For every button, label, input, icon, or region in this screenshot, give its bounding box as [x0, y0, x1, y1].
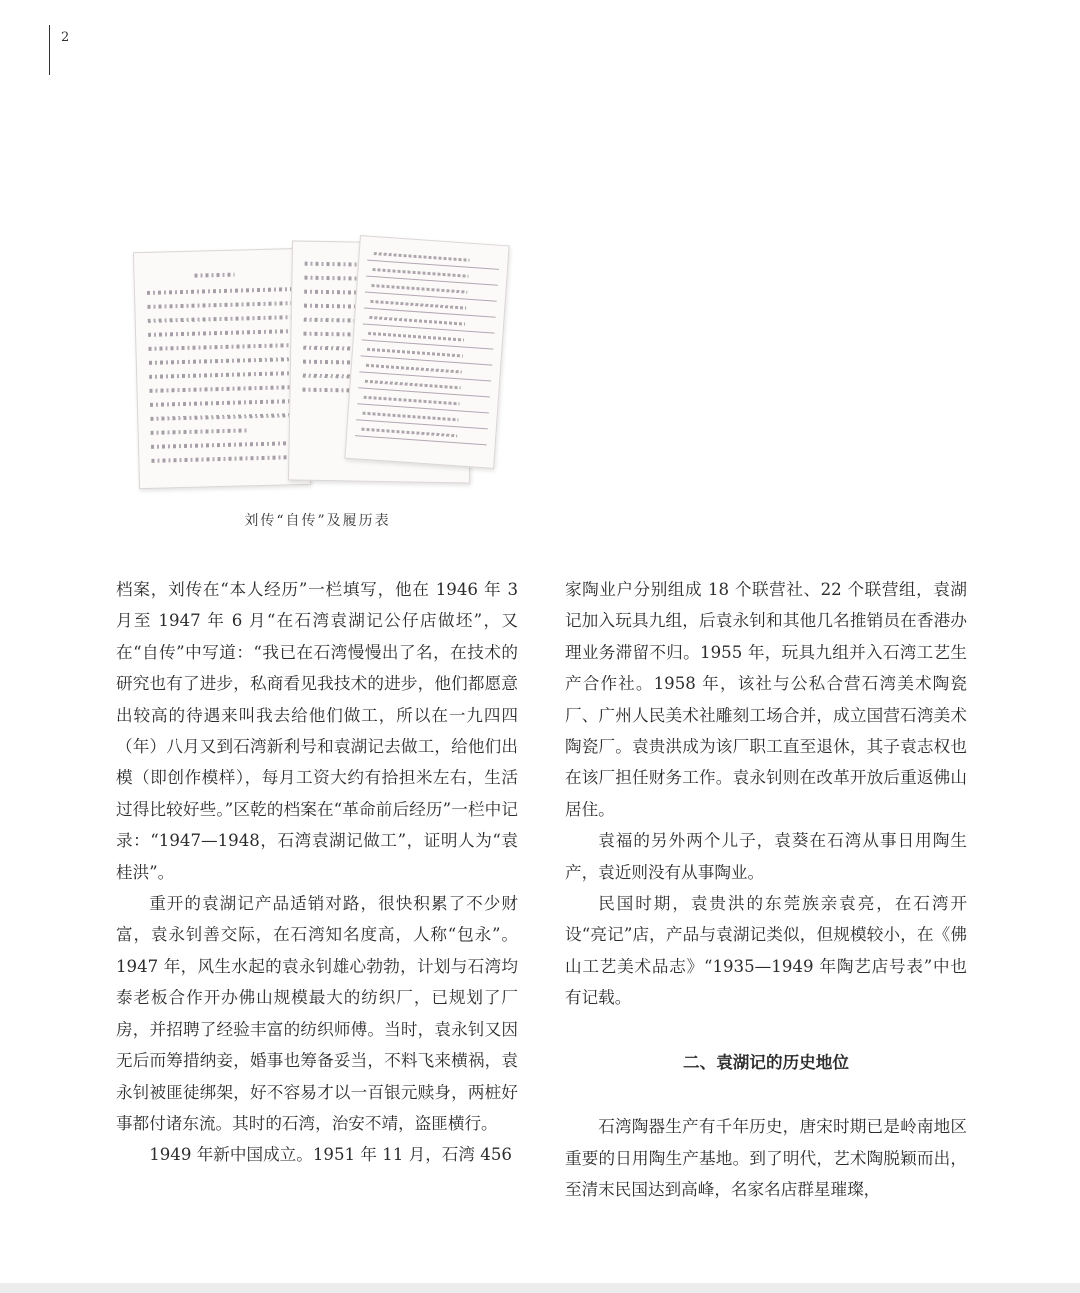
section-heading: 二、袁湖记的历史地位: [683, 1052, 849, 1072]
right-text-column: [565, 574, 967, 1205]
document-photo: [130, 232, 505, 497]
paragraph: 家陶业户分别组成 18 个联营社、22 个联营组，袁湖记加入玩具九组，后袁永钊和其他几名推销员在香港办理业务滞留不归。1955 年，玩具九组并入石湾工艺生产合作社。1958 年，该社与公私合营石湾美术陶瓷厂、广州人民美术社雕刻工场合并，成立国营石湾美术陶瓷厂。袁贵洪成为该厂职工直至退休，其子袁志权也在该厂担任财务工作。袁永钊则在改革开放后重返佛山居住。: [565, 580, 967, 819]
page-margin-rule: [49, 25, 50, 75]
page-number: 2: [61, 30, 70, 45]
paragraph: 档案，刘传在“本人经历”一栏填写，他在 1946 年 3 月至 1947 年 6 月“在石湾袁湖记公仔店做坯”，又在“自传”中写道：“我已在石湾慢慢出了名，在技术的研究也有了进步，私商看见我技术的进步，他们都愿意出较高的待遇来叫我去给他们做工，所以在一九四四（年）八月又到石湾新利号和袁湖记去做工，给他们出模（即创作模样），每月工资大约有拾担米左右，生活过得比较好些。”区乾的档案在“革命前后经历”一栏中记录：“1947—1948，石湾袁湖记做工”，证明人为“袁桂洪”。: [116, 580, 518, 882]
paragraph: 重开的袁湖记产品适销对路，很快积累了不少财富，袁永钊善交际，在石湾知名度高，人称“包永”。1947 年，风生水起的袁永钊雄心勃勃，计划与石湾均泰老板合作开办佛山规模最大的纺织厂，已规划了厂房，并招聘了经验丰富的纺织师傅。当时，袁永钊又因无后而筹措纳妾，婚事也筹备妥当，不料飞来横祸，袁永钊被匪徒绑架，好不容易才以一百银元赎身，两桩好事都付诸东流。其时的石湾，治安不靖，盗匪横行。: [116, 894, 518, 1133]
paragraph: 1949 年新中国成立。1951 年 11 月，石湾 456: [149, 1145, 512, 1165]
resume-form-sheet: [344, 235, 509, 469]
paragraph: 民国时期，袁贵洪的东莞族亲袁亮，在石湾开设“亮记”店，产品与袁湖记类似，但规模较小，在《佛山工艺美术品志》“1935—1949 年陶艺店号表”中也有记载。: [565, 894, 967, 1008]
figure-caption: 刘传“自传”及履历表: [244, 513, 391, 529]
left-text-column: [116, 574, 518, 1171]
autobiography-sheet-1: [133, 248, 311, 489]
paragraph: 石湾陶器生产有千年历史，唐宋时期已是岭南地区重要的日用陶生产基地。到了明代，艺术陶脱颖而出，至清末民国达到高峰，名家名店群星璀璨，: [565, 1117, 967, 1199]
viewer-bottom-bar: [0, 1283, 1080, 1293]
paragraph: 袁福的另外两个儿子，袁葵在石湾从事日用陶生产，袁近则没有从事陶业。: [565, 831, 967, 882]
